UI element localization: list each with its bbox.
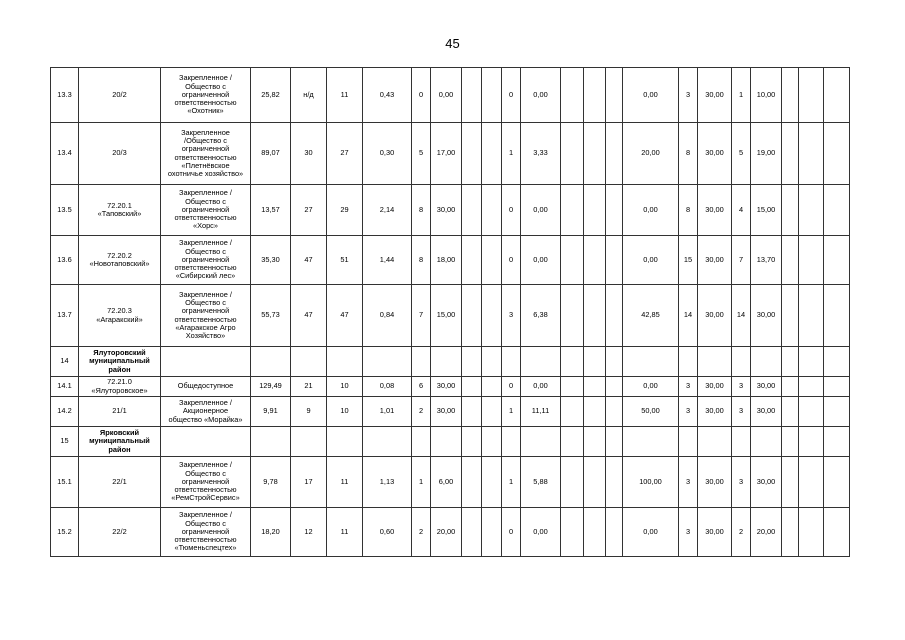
col-14: [584, 285, 606, 347]
col-11: 0: [502, 508, 521, 557]
col-8: 18,00: [431, 236, 462, 285]
col-15: [606, 508, 623, 557]
col-18: [698, 427, 732, 457]
col-10: [482, 427, 502, 457]
col-11: [502, 347, 521, 377]
area-value: [251, 347, 291, 377]
col-18: 30,00: [698, 285, 732, 347]
col-11: 0: [502, 185, 521, 236]
col-6: 0,43: [363, 68, 412, 123]
col-7: 6: [412, 377, 431, 397]
col-22: [799, 236, 824, 285]
area-value: 35,30: [251, 236, 291, 285]
col-11: 0: [502, 68, 521, 123]
col-19: 4: [732, 185, 751, 236]
col-22: [799, 123, 824, 185]
col-5: 10: [327, 377, 363, 397]
col-15: [606, 377, 623, 397]
col-9: [462, 457, 482, 508]
row-number: 15.1: [51, 457, 79, 508]
col-4: 21: [291, 377, 327, 397]
col-14: [584, 68, 606, 123]
row-number: 13.5: [51, 185, 79, 236]
col-11: 3: [502, 285, 521, 347]
hunting-ground-type: Закрепленное / Общество с ограниченной ответственностью «Сибирский лес»: [161, 236, 251, 285]
area-value: 89,07: [251, 123, 291, 185]
col-14: [584, 377, 606, 397]
col-9: [462, 68, 482, 123]
col-15: [606, 347, 623, 377]
col-22: [799, 185, 824, 236]
col-18: 30,00: [698, 68, 732, 123]
col-21: [782, 508, 799, 557]
col-20: 30,00: [751, 285, 782, 347]
col-17: 3: [679, 377, 698, 397]
col-20: 30,00: [751, 457, 782, 508]
row-number: 15.2: [51, 508, 79, 557]
col-21: [782, 123, 799, 185]
col-16: 20,00: [623, 123, 679, 185]
hunting-ground-code: 22/1: [79, 457, 161, 508]
col-18: 30,00: [698, 236, 732, 285]
col-9: [462, 285, 482, 347]
col-21: [782, 68, 799, 123]
table-row: [51, 68, 850, 123]
col-23: [824, 427, 850, 457]
col-12: 0,00: [521, 508, 561, 557]
col-16: 0,00: [623, 68, 679, 123]
col-6: 0,84: [363, 285, 412, 347]
area-value: 9,91: [251, 397, 291, 427]
col-15: [606, 397, 623, 427]
hunting-ground-type: [161, 427, 251, 457]
col-14: [584, 427, 606, 457]
col-8: 17,00: [431, 123, 462, 185]
col-22: [799, 347, 824, 377]
col-15: [606, 285, 623, 347]
col-6: 0,60: [363, 508, 412, 557]
col-15: [606, 427, 623, 457]
col-5: [327, 427, 363, 457]
hunting-ground-code: 72.20.3 «Агаракский»: [79, 285, 161, 347]
col-6: [363, 347, 412, 377]
col-17: 14: [679, 285, 698, 347]
col-18: 30,00: [698, 457, 732, 508]
col-21: [782, 347, 799, 377]
col-9: [462, 508, 482, 557]
table-row: [51, 123, 850, 185]
hunting-ground-code: 72.20.2 «Новотаповский»: [79, 236, 161, 285]
col-17: 3: [679, 508, 698, 557]
hunting-grounds-table: [50, 67, 850, 557]
col-23: [824, 68, 850, 123]
hunting-ground-code: 72.21.0 «Ялуторовское»: [79, 377, 161, 397]
col-20: 13,70: [751, 236, 782, 285]
col-23: [824, 123, 850, 185]
col-4: 27: [291, 185, 327, 236]
table-row: [51, 457, 850, 508]
col-6: 1,01: [363, 397, 412, 427]
col-7: 2: [412, 508, 431, 557]
col-23: [824, 397, 850, 427]
col-14: [584, 397, 606, 427]
col-19: 14: [732, 285, 751, 347]
col-13: [561, 347, 584, 377]
col-23: [824, 347, 850, 377]
col-13: [561, 457, 584, 508]
col-13: [561, 185, 584, 236]
col-9: [462, 123, 482, 185]
hunting-ground-type: Закрепленное / Общество с ограниченной ответственностью «РемСтройСервис»: [161, 457, 251, 508]
col-20: [751, 427, 782, 457]
col-18: 30,00: [698, 123, 732, 185]
col-14: [584, 185, 606, 236]
col-15: [606, 68, 623, 123]
col-10: [482, 123, 502, 185]
col-11: 1: [502, 123, 521, 185]
col-12: 5,88: [521, 457, 561, 508]
row-number: 15: [51, 427, 79, 457]
col-9: [462, 185, 482, 236]
col-17: 8: [679, 123, 698, 185]
col-8: 30,00: [431, 377, 462, 397]
col-22: [799, 508, 824, 557]
col-17: [679, 427, 698, 457]
col-19: 1: [732, 68, 751, 123]
col-14: [584, 347, 606, 377]
col-13: [561, 397, 584, 427]
col-5: 29: [327, 185, 363, 236]
col-16: 0,00: [623, 185, 679, 236]
col-6: 0,30: [363, 123, 412, 185]
col-7: 8: [412, 236, 431, 285]
hunting-ground-code: Ялуторовский муниципальный район: [79, 347, 161, 377]
hunting-ground-type: Закрепленное / Общество с ограниченной ответственностью «Тюменьспецтех»: [161, 508, 251, 557]
col-16: 42,85: [623, 285, 679, 347]
district-header-row: [51, 347, 850, 377]
col-22: [799, 377, 824, 397]
col-6: 0,08: [363, 377, 412, 397]
col-4: 47: [291, 285, 327, 347]
col-13: [561, 508, 584, 557]
col-23: [824, 185, 850, 236]
col-4: [291, 347, 327, 377]
area-value: 9,78: [251, 457, 291, 508]
col-8: [431, 347, 462, 377]
col-6: 1,13: [363, 457, 412, 508]
col-7: 1: [412, 457, 431, 508]
col-11: 1: [502, 457, 521, 508]
col-12: 0,00: [521, 377, 561, 397]
col-20: 10,00: [751, 68, 782, 123]
row-number: 13.7: [51, 285, 79, 347]
col-19: 3: [732, 397, 751, 427]
col-16: 0,00: [623, 377, 679, 397]
row-number: 13.4: [51, 123, 79, 185]
table-row: [51, 377, 850, 397]
col-23: [824, 236, 850, 285]
col-18: 30,00: [698, 397, 732, 427]
col-9: [462, 347, 482, 377]
row-number: 14: [51, 347, 79, 377]
col-16: [623, 427, 679, 457]
col-8: [431, 427, 462, 457]
col-15: [606, 236, 623, 285]
col-12: [521, 427, 561, 457]
col-20: 30,00: [751, 377, 782, 397]
area-value: 18,20: [251, 508, 291, 557]
col-16: 100,00: [623, 457, 679, 508]
row-number: 14.1: [51, 377, 79, 397]
col-11: 1: [502, 397, 521, 427]
col-9: [462, 236, 482, 285]
col-21: [782, 427, 799, 457]
col-11: 0: [502, 377, 521, 397]
col-8: 20,00: [431, 508, 462, 557]
col-17: 3: [679, 457, 698, 508]
col-19: 2: [732, 508, 751, 557]
col-5: 11: [327, 508, 363, 557]
hunting-ground-type: Закрепленное / Общество с ограниченной ответственностью «Агаракское Агро Хозяйство»: [161, 285, 251, 347]
hunting-ground-type: Закрепленное /Общество с ограниченной ответственностью «Плетнёвское охотничье хозяйство»: [161, 123, 251, 185]
col-17: 15: [679, 236, 698, 285]
col-4: 47: [291, 236, 327, 285]
area-value: 25,82: [251, 68, 291, 123]
col-13: [561, 236, 584, 285]
col-20: 20,00: [751, 508, 782, 557]
col-18: 30,00: [698, 185, 732, 236]
area-value: 13,57: [251, 185, 291, 236]
col-20: 15,00: [751, 185, 782, 236]
col-5: [327, 347, 363, 377]
hunting-ground-code: 20/3: [79, 123, 161, 185]
col-8: 0,00: [431, 68, 462, 123]
col-9: [462, 377, 482, 397]
col-23: [824, 377, 850, 397]
hunting-ground-type: Закрепленное / Акционерное общество «Морайка»: [161, 397, 251, 427]
page-number: 45: [445, 36, 460, 51]
row-number: 13.6: [51, 236, 79, 285]
col-10: [482, 185, 502, 236]
col-20: 19,00: [751, 123, 782, 185]
col-8: 30,00: [431, 185, 462, 236]
col-15: [606, 457, 623, 508]
col-7: 5: [412, 123, 431, 185]
col-19: 3: [732, 377, 751, 397]
hunting-ground-code: 72.20.1 «Таповский»: [79, 185, 161, 236]
hunting-ground-code: 22/2: [79, 508, 161, 557]
col-17: [679, 347, 698, 377]
col-23: [824, 457, 850, 508]
col-13: [561, 285, 584, 347]
col-17: 3: [679, 68, 698, 123]
col-19: 7: [732, 236, 751, 285]
col-16: [623, 347, 679, 377]
col-11: 0: [502, 236, 521, 285]
hunting-ground-type: [161, 347, 251, 377]
col-22: [799, 68, 824, 123]
col-12: [521, 347, 561, 377]
col-6: 2,14: [363, 185, 412, 236]
col-9: [462, 427, 482, 457]
col-8: 15,00: [431, 285, 462, 347]
col-5: 11: [327, 68, 363, 123]
col-12: 0,00: [521, 68, 561, 123]
col-6: 1,44: [363, 236, 412, 285]
col-17: 3: [679, 397, 698, 427]
col-7: [412, 347, 431, 377]
col-7: 8: [412, 185, 431, 236]
col-17: 8: [679, 185, 698, 236]
table-row: [51, 397, 850, 427]
col-10: [482, 68, 502, 123]
col-20: 30,00: [751, 397, 782, 427]
col-5: 11: [327, 457, 363, 508]
col-10: [482, 377, 502, 397]
col-13: [561, 68, 584, 123]
col-4: [291, 427, 327, 457]
col-21: [782, 377, 799, 397]
col-6: [363, 427, 412, 457]
col-22: [799, 397, 824, 427]
area-value: 55,73: [251, 285, 291, 347]
col-13: [561, 123, 584, 185]
col-9: [462, 397, 482, 427]
table-row: [51, 508, 850, 557]
col-4: 9: [291, 397, 327, 427]
col-4: 30: [291, 123, 327, 185]
hunting-ground-code: 21/1: [79, 397, 161, 427]
col-21: [782, 236, 799, 285]
row-number: 14.2: [51, 397, 79, 427]
col-23: [824, 508, 850, 557]
col-12: 0,00: [521, 185, 561, 236]
col-16: 50,00: [623, 397, 679, 427]
col-10: [482, 236, 502, 285]
col-15: [606, 123, 623, 185]
col-19: [732, 427, 751, 457]
col-10: [482, 285, 502, 347]
col-21: [782, 397, 799, 427]
table-row: [51, 285, 850, 347]
col-7: 7: [412, 285, 431, 347]
col-20: [751, 347, 782, 377]
col-4: 12: [291, 508, 327, 557]
area-value: 129,49: [251, 377, 291, 397]
table-row: [51, 236, 850, 285]
col-13: [561, 427, 584, 457]
hunting-ground-code: 20/2: [79, 68, 161, 123]
col-10: [482, 397, 502, 427]
col-18: 30,00: [698, 377, 732, 397]
col-23: [824, 285, 850, 347]
col-10: [482, 457, 502, 508]
row-number: 13.3: [51, 68, 79, 123]
hunting-ground-type: Общедоступное: [161, 377, 251, 397]
col-19: 3: [732, 457, 751, 508]
col-10: [482, 508, 502, 557]
col-5: 27: [327, 123, 363, 185]
col-4: н/д: [291, 68, 327, 123]
col-19: [732, 347, 751, 377]
col-10: [482, 347, 502, 377]
col-15: [606, 185, 623, 236]
col-11: [502, 427, 521, 457]
col-8: 6,00: [431, 457, 462, 508]
hunting-ground-type: Закрепленное / Общество с ограниченной ответственностью «Хорс»: [161, 185, 251, 236]
col-5: 10: [327, 397, 363, 427]
col-14: [584, 508, 606, 557]
col-18: 30,00: [698, 508, 732, 557]
col-4: 17: [291, 457, 327, 508]
col-7: [412, 427, 431, 457]
col-12: 3,33: [521, 123, 561, 185]
col-16: 0,00: [623, 508, 679, 557]
col-7: 0: [412, 68, 431, 123]
col-13: [561, 377, 584, 397]
col-14: [584, 457, 606, 508]
district-header-row: [51, 427, 850, 457]
col-12: 0,00: [521, 236, 561, 285]
col-22: [799, 427, 824, 457]
col-21: [782, 285, 799, 347]
hunting-ground-code: Ярковский муниципальный район: [79, 427, 161, 457]
col-21: [782, 457, 799, 508]
col-19: 5: [732, 123, 751, 185]
col-22: [799, 285, 824, 347]
table-row: [51, 185, 850, 236]
col-14: [584, 236, 606, 285]
col-12: 6,38: [521, 285, 561, 347]
col-16: 0,00: [623, 236, 679, 285]
col-8: 30,00: [431, 397, 462, 427]
col-14: [584, 123, 606, 185]
hunting-ground-type: Закрепленное / Общество с ограниченной ответственностью «Охотник»: [161, 68, 251, 123]
col-12: 11,11: [521, 397, 561, 427]
col-21: [782, 185, 799, 236]
col-5: 51: [327, 236, 363, 285]
col-5: 47: [327, 285, 363, 347]
col-7: 2: [412, 397, 431, 427]
col-18: [698, 347, 732, 377]
col-22: [799, 457, 824, 508]
area-value: [251, 427, 291, 457]
